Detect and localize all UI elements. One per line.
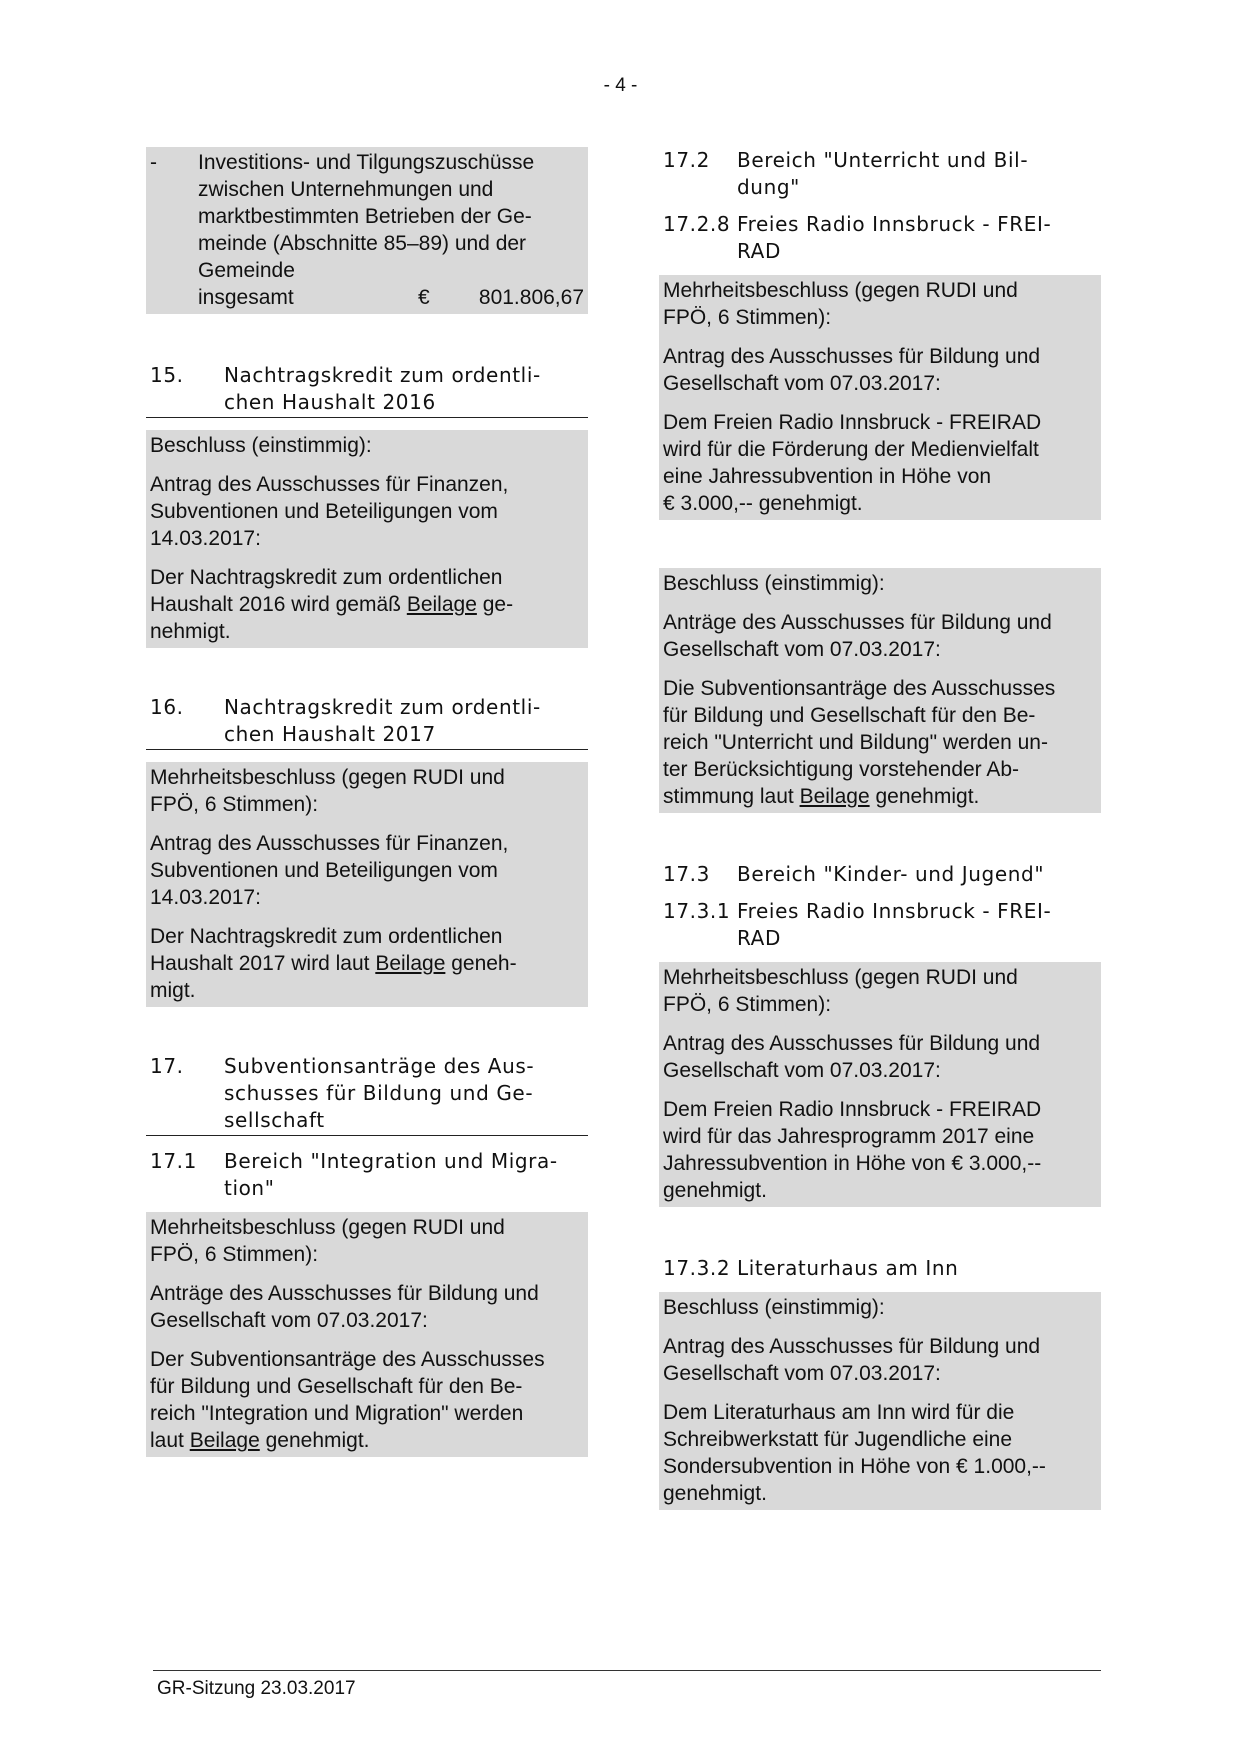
section-16-heading bbox=[146, 694, 588, 750]
left-column bbox=[146, 147, 588, 1457]
section-number: 16. bbox=[150, 695, 184, 719]
section-title: Literaturhaus am Inn bbox=[737, 1256, 959, 1280]
beilage-link[interactable]: Beilage bbox=[406, 593, 477, 616]
section-number: 17.2 bbox=[663, 148, 710, 172]
decision-line: Beschluss (einstimmig): bbox=[663, 1296, 885, 1319]
total-currency: € bbox=[418, 286, 430, 309]
decision-line: Mehrheitsbeschluss (gegen RUDI und FPÖ, 6 Stimmen): bbox=[150, 766, 505, 816]
resolution-text: Dem Freien Radio Innsbruck - FREIRAD wird für die Förderung der Medienvielfalt eine Jahressubvention in Höhe von € 3.000,-- genehmigt. bbox=[663, 411, 1042, 515]
section-number: 17.3 bbox=[663, 862, 710, 886]
total-amount: 801.806,67 bbox=[478, 286, 584, 309]
section-title: Freies Radio Innsbruck - FREI- RAD bbox=[737, 212, 1052, 263]
motion-text: Antrag des Ausschusses für Bildung und Gesellschaft vom 07.03.2017: bbox=[663, 1032, 1041, 1082]
section-title: Bereich "Unterricht und Bil- dung" bbox=[737, 148, 1029, 199]
decision-line: Mehrheitsbeschluss (gegen RUDI und FPÖ, 6 Stimmen): bbox=[663, 279, 1018, 329]
section-title: Nachtragskredit zum ordentli- chen Haushalt 2016 bbox=[224, 363, 541, 414]
decision-line: Mehrheitsbeschluss (gegen RUDI und FPÖ, 6 Stimmen): bbox=[150, 1216, 505, 1266]
section-title: Subventionsanträge des Aus- schusses für Bildung und Ge- sellschaft bbox=[224, 1054, 535, 1132]
resolution-text: Dem Freien Radio Innsbruck - FREIRAD wird für das Jahresprogramm 2017 eine Jahressubvention in Höhe von € 3.000,-- genehmigt. bbox=[663, 1098, 1042, 1202]
section-title: Freies Radio Innsbruck - FREI- RAD bbox=[737, 899, 1052, 950]
section-title: Nachtragskredit zum ordentli- chen Haushalt 2017 bbox=[224, 695, 541, 746]
right-column bbox=[659, 147, 1101, 1510]
section-17-2-8-resolution bbox=[659, 275, 1101, 520]
section-17-1-heading bbox=[146, 1148, 588, 1202]
resolution-text: Der Nachtragskredit zum ordentlichen Haushalt 2017 wird laut Beilage geneh- migt. bbox=[150, 925, 517, 1002]
beilage-link[interactable]: Beilage bbox=[189, 1429, 260, 1452]
resolution-text: Der Nachtragskredit zum ordentlichen Haushalt 2016 wird gemäß Beilage ge- nehmigt. bbox=[150, 566, 514, 643]
motion-text: Antrag des Ausschusses für Finanzen, Subventionen und Beteiligungen vom 14.03.2017: bbox=[150, 832, 509, 909]
resolution-text: Der Subventionsanträge des Ausschusses für Bildung und Gesellschaft für den Be- reich "Integration und Migration" werden laut Beilage genehmigt. bbox=[150, 1348, 545, 1452]
section-17-3-2-resolution bbox=[659, 1292, 1101, 1510]
section-15-heading bbox=[146, 362, 588, 418]
section-17-3-1-resolution bbox=[659, 962, 1101, 1207]
motion-text: Anträge des Ausschusses für Bildung und Gesellschaft vom 07.03.2017: bbox=[150, 1282, 539, 1332]
section-title: Bereich "Kinder- und Jugend" bbox=[737, 862, 1045, 886]
section-number: 15. bbox=[150, 363, 184, 387]
decision-line: Beschluss (einstimmig): bbox=[150, 434, 372, 457]
section-15-resolution bbox=[146, 430, 588, 648]
decision-line: Mehrheitsbeschluss (gegen RUDI und FPÖ, 6 Stimmen): bbox=[663, 966, 1018, 1016]
section-17-3-heading bbox=[659, 861, 1101, 888]
total-label: insgesamt bbox=[198, 286, 294, 309]
section-number: 17. bbox=[150, 1054, 184, 1078]
section-17-3-1-heading bbox=[659, 898, 1101, 952]
total-row bbox=[198, 284, 584, 311]
page-number: - 4 - bbox=[603, 75, 638, 96]
decision-line: Beschluss (einstimmig): bbox=[663, 572, 885, 595]
list-dash: - bbox=[150, 151, 157, 174]
section-17-2-summary-resolution bbox=[659, 568, 1101, 813]
section-title: Bereich "Integration und Migra- tion" bbox=[224, 1149, 558, 1200]
footer-divider bbox=[153, 1670, 1101, 1671]
section-number: 17.3.1 bbox=[663, 899, 731, 923]
motion-text: Antrag des Ausschusses für Bildung und Gesellschaft vom 07.03.2017: bbox=[663, 1335, 1041, 1385]
list-item-text: Investitions- und Tilgungszuschüsse zwischen Unternehmungen und marktbestimmten Betrieben der Ge- meinde (Abschnitte 85–89) und der Gemeinde insgesamt € 801.806,67 bbox=[198, 151, 584, 309]
section-17-1-resolution bbox=[146, 1212, 588, 1457]
motion-text: Anträge des Ausschusses für Bildung und Gesellschaft vom 07.03.2017: bbox=[663, 611, 1052, 661]
section-17-2-8-heading bbox=[659, 211, 1101, 265]
beilage-link[interactable]: Beilage bbox=[375, 952, 446, 975]
footer-text: GR-Sitzung 23.03.2017 bbox=[157, 1678, 356, 1699]
motion-text: Antrag des Ausschusses für Bildung und Gesellschaft vom 07.03.2017: bbox=[663, 345, 1041, 395]
section-number: 17.3.2 bbox=[663, 1256, 731, 1280]
motion-text: Antrag des Ausschusses für Finanzen, Subventionen und Beteiligungen vom 14.03.2017: bbox=[150, 473, 509, 550]
section-17-heading bbox=[146, 1053, 588, 1136]
section-17-3-2-heading bbox=[659, 1255, 1101, 1282]
resolution-text: Die Subventionsanträge des Ausschusses für Bildung und Gesellschaft für den Be- reich "Unterricht und Bildung" werden un- ter Berücksichtigung vorstehender Ab- stimmung laut Beilage genehmigt. bbox=[663, 677, 1056, 808]
investment-list-item bbox=[146, 147, 588, 314]
section-number: 17.1 bbox=[150, 1149, 197, 1173]
section-17-2-heading bbox=[659, 147, 1101, 201]
beilage-link[interactable]: Beilage bbox=[799, 785, 870, 808]
resolution-text: Dem Literaturhaus am Inn wird für die Schreibwerkstatt für Jugendliche eine Sondersubvention in Höhe von € 1.000,-- genehmigt. bbox=[663, 1401, 1046, 1505]
section-number: 17.2.8 bbox=[663, 212, 731, 236]
section-16-resolution bbox=[146, 762, 588, 1007]
